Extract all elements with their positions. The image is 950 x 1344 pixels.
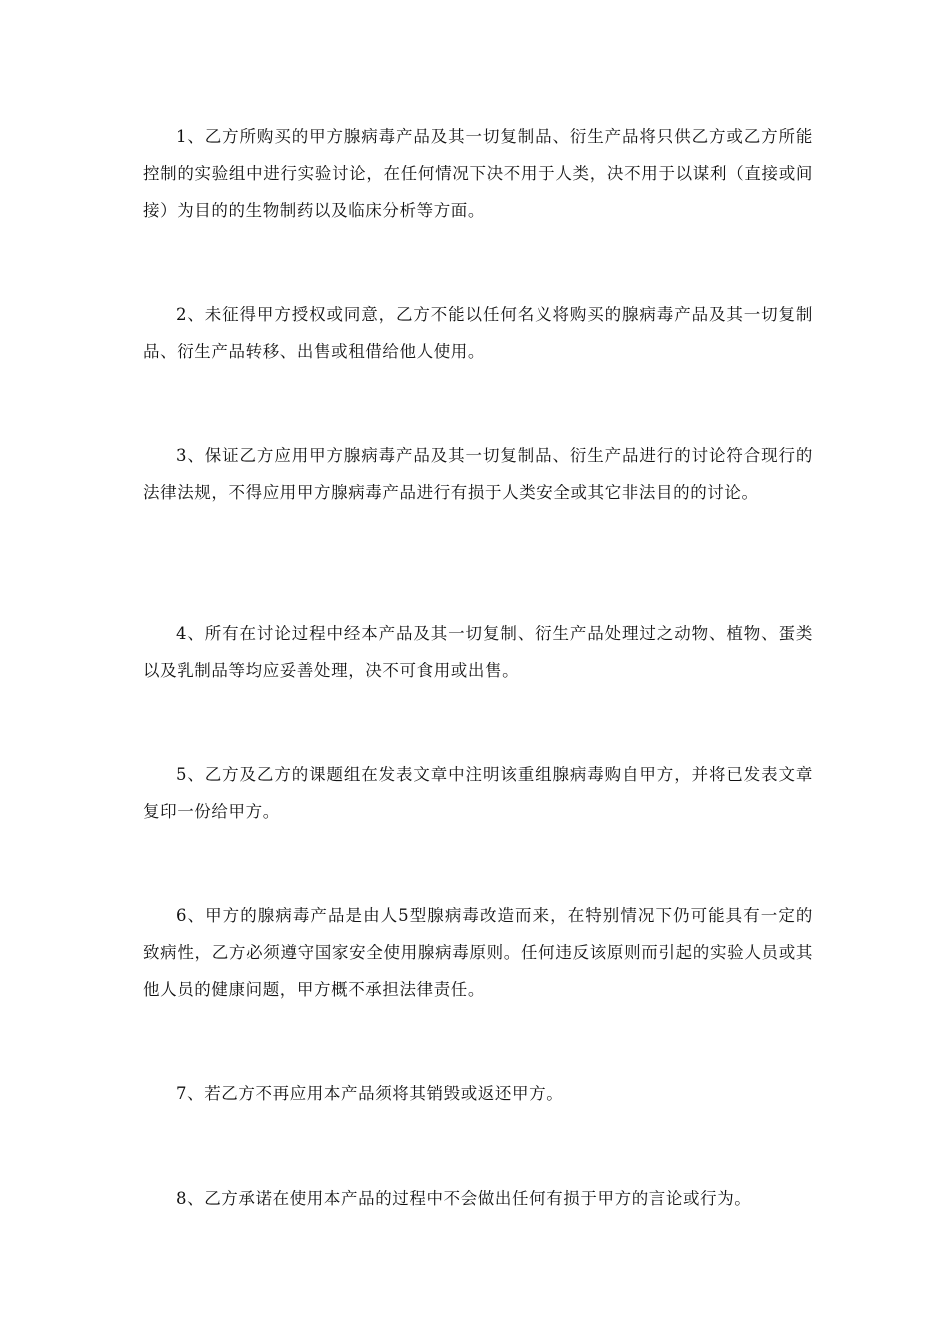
clause-5: 5、乙方及乙方的课题组在发表文章中注明该重组腺病毒购自甲方，并将已发表文章复印一份给甲方。	[143, 765, 813, 821]
clause-3: 3、保证乙方应用甲方腺病毒产品及其一切复制品、衍生产品进行的讨论符合现行的法律法规，不得应用甲方腺病毒产品进行有损于人类安全或其它非法目的的讨论。	[143, 446, 813, 502]
clause-6: 6、甲方的腺病毒产品是由人5型腺病毒改造而来，在特别情况下仍可能具有一定的致病性，乙方必须遵守国家安全使用腺病毒原则。任何违反该原则而引起的实验人员或其他人员的健康问题，甲方概不承担法律责任。	[143, 906, 813, 999]
clause-2: 2、未征得甲方授权或同意，乙方不能以任何名义将购买的腺病毒产品及其一切复制品、衍生产品转移、出售或租借给他人使用。	[143, 305, 813, 361]
clause-1: 1、乙方所购买的甲方腺病毒产品及其一切复制品、衍生产品将只供乙方或乙方所能控制的实验组中进行实验讨论，在任何情况下决不用于人类，决不用于以谋利（直接或间接）为目的的生物制药以及临床分析等方面。	[143, 127, 813, 220]
clause-8: 8、乙方承诺在使用本产品的过程中不会做出任何有损于甲方的言论或行为。	[176, 1189, 752, 1208]
clause-7: 7、若乙方不再应用本产品须将其销毁或返还甲方。	[176, 1084, 564, 1103]
clause-4: 4、所有在讨论过程中经本产品及其一切复制、衍生产品处理过之动物、植物、蛋类以及乳制品等均应妥善处理，决不可食用或出售。	[143, 624, 813, 680]
